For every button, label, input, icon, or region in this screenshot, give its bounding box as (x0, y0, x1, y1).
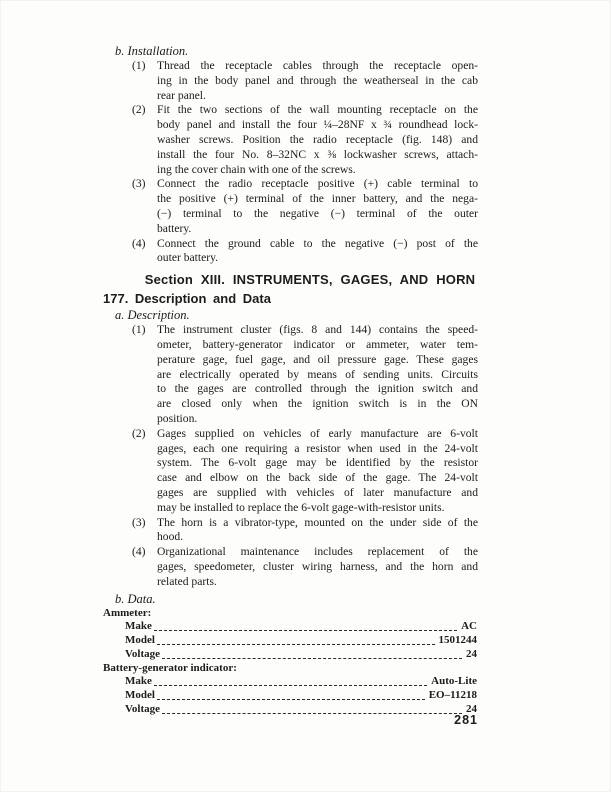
data-row-label: Model (125, 634, 155, 647)
item-number: (2) (132, 103, 146, 117)
text-line: the positive (+) terminal of the inner battery, and the nega- (157, 192, 478, 206)
text-line: Connect the radio receptacle positive (+) cable terminal to (157, 177, 478, 191)
paragraph-lines (157, 103, 478, 177)
item-number: (4) (132, 545, 146, 559)
data-row-value: 1501244 (438, 634, 477, 647)
text-line: case and elbow on the back side of the gage. The 24-volt (157, 471, 478, 485)
leader-dashes (162, 658, 462, 659)
data-row-value: Auto-Lite (431, 675, 477, 688)
paragraph-heading: 177. Description and Data (103, 291, 271, 307)
text-line: related parts. (157, 574, 217, 588)
data-row-label: Make (125, 675, 152, 688)
text-line: ometer, battery-generator indicator or ammeter, water tem- (157, 337, 478, 351)
installation-items (0, 59, 611, 266)
data-row-value: AC (461, 620, 477, 633)
text-line: install the four No. 8–32NC x ⅜ lockwasher screws, attach- (157, 147, 478, 161)
description-heading: a. Description. (115, 308, 190, 323)
text-line: rear panel. (157, 88, 206, 102)
numbered-paragraph (132, 59, 478, 103)
item-number: (2) (132, 426, 146, 440)
data-table (0, 607, 611, 717)
text-line: Gages supplied on vehicles of early manufacture are 6-volt (157, 426, 478, 440)
leader-dashes (157, 644, 435, 645)
item-number: (3) (132, 177, 146, 191)
numbered-paragraph (132, 237, 478, 267)
text-line: (−) terminal to the negative (−) terminal of the outer (157, 206, 478, 220)
text-line: Connect the ground cable to the negative (−) post of the (157, 236, 478, 250)
data-row (125, 689, 477, 703)
numbered-paragraph (132, 545, 478, 589)
data-group-rows (0, 620, 611, 661)
text-line: The instrument cluster (figs. 8 and 144) contains the speed- (157, 323, 478, 337)
paragraph-lines (157, 545, 478, 589)
data-row (125, 648, 477, 662)
data-group-rows (0, 675, 611, 716)
leader-dashes (154, 685, 427, 686)
text-line: are closed only when the ignition switch is in the ON (157, 397, 478, 411)
text-line: perature gage, fuel gage, and oil pressure gage. These gages (157, 352, 478, 366)
data-row-value: EO–11218 (428, 689, 477, 702)
text-line: gages are supplied with vehicles of later manufacture and (157, 485, 478, 499)
text-line: may be installed to replace the 6-volt gage-with-resistor units. (157, 500, 445, 514)
leader-dashes (157, 699, 425, 700)
data-group-heading: Battery-generator indicator: (103, 661, 237, 674)
text-line: The horn is a vibrator-type, mounted on the under side of the (157, 515, 478, 529)
data-row (125, 634, 477, 648)
paragraph-lines (157, 237, 478, 267)
text-line: position. (157, 411, 198, 425)
paragraph-lines (157, 323, 478, 427)
data-heading: b. Data. (115, 591, 156, 606)
description-items (0, 323, 611, 589)
data-row (125, 703, 477, 717)
text-line: battery. (157, 221, 192, 235)
text-line: Organizational maintenance includes replacement of the (157, 545, 478, 559)
section-heading: Section XIII. INSTRUMENTS, GAGES, AND HORN (144, 272, 476, 288)
data-group (0, 607, 611, 662)
item-number: (4) (132, 236, 146, 250)
numbered-paragraph (132, 177, 478, 236)
text-line: system. The 6-volt gage may be identified by the resistor (157, 456, 478, 470)
data-group-heading: Ammeter: (103, 606, 152, 619)
text-line: to the gages are controlled through the ignition switch and (157, 382, 478, 396)
text-line: ing the cover chain with one of the screws. (157, 162, 356, 176)
text-line: are electrically operated by means of sending units. Circuits (157, 367, 478, 381)
data-row-label: Make (125, 620, 152, 633)
leader-dashes (162, 713, 462, 714)
paragraph-lines (157, 59, 478, 103)
data-row-label: Model (125, 689, 155, 702)
paragraph-lines (157, 427, 478, 516)
text-line: Fit the two sections of the wall mounting receptacle on the (157, 103, 478, 117)
data-group (0, 662, 611, 717)
leader-dashes (154, 630, 457, 631)
paragraph-lines (157, 177, 478, 236)
item-number: (3) (132, 515, 146, 529)
installation-heading: b. Installation. (115, 44, 189, 58)
numbered-paragraph (132, 103, 478, 177)
data-row-label: Voltage (125, 647, 161, 660)
page-content (0, 44, 611, 717)
text-line: hood. (157, 530, 184, 544)
numbered-paragraph (132, 323, 478, 427)
text-line: ing in the body panel and through the weatherseal in the cab (157, 73, 478, 87)
data-row (125, 675, 477, 689)
data-row-label: Voltage (125, 703, 161, 716)
numbered-paragraph (132, 427, 478, 516)
data-row-value: 24 (466, 647, 477, 660)
page-number: 281 (454, 713, 478, 727)
data-row (125, 620, 477, 634)
text-line: body panel and install the four ¼–28NF x ¾ roundhead lock- (157, 118, 478, 132)
text-line: washer screws. Position the radio receptacle (fig. 148) and (157, 132, 478, 146)
text-line: gages, speedometer, cluster wiring harness, and the horn and (157, 559, 478, 573)
item-number: (1) (132, 323, 146, 337)
item-number: (1) (132, 59, 146, 72)
text-line: Thread the receptacle cables through the receptacle open- (157, 59, 478, 72)
numbered-paragraph (132, 516, 478, 546)
text-line: outer battery. (157, 251, 219, 265)
paragraph-lines (157, 516, 478, 546)
text-line: gages, each one requiring a resistor when used in the 24-volt (157, 441, 478, 455)
data-row-value: 24 (466, 703, 477, 716)
